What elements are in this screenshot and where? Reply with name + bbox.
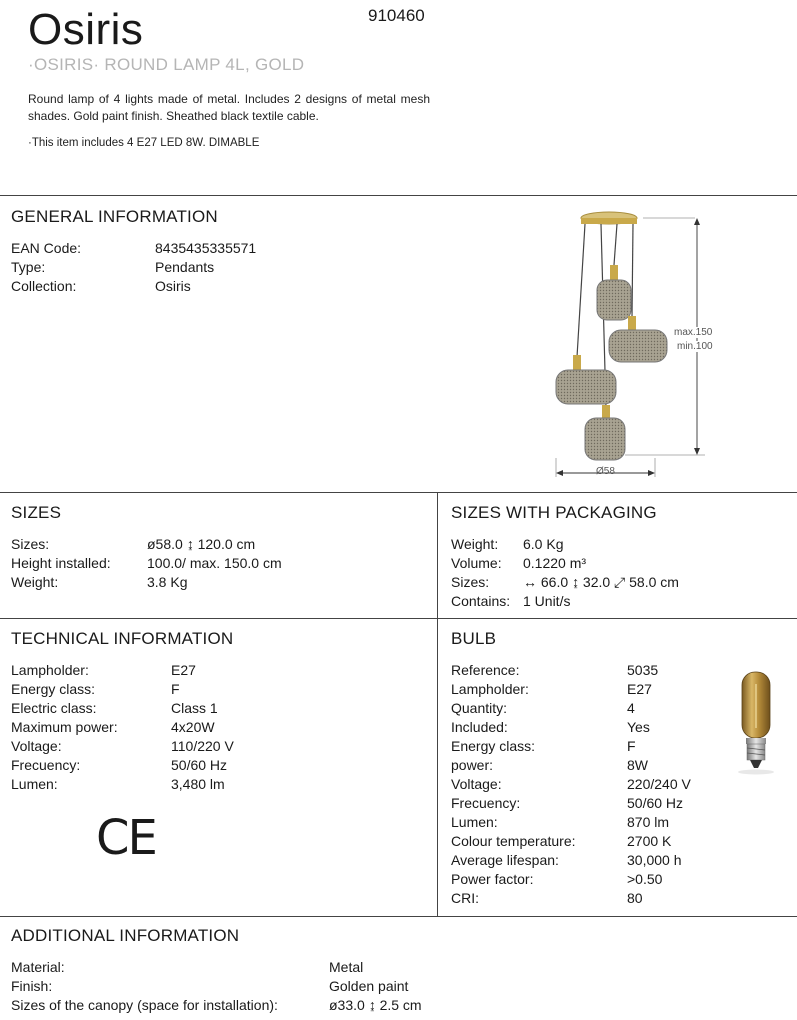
info-label: Lumen:	[11, 776, 58, 792]
info-row	[11, 775, 431, 794]
info-value: ↔ 66.0 ↨ 32.0 ⤢ 58.0 cm	[523, 574, 679, 590]
info-row	[11, 554, 431, 573]
packaging-list	[451, 535, 791, 611]
info-row	[451, 699, 711, 718]
info-row	[11, 573, 431, 592]
info-value: 220/240 V	[627, 776, 691, 792]
info-label: Lumen:	[451, 814, 498, 830]
info-label: Voltage:	[11, 738, 62, 754]
info-label: Average lifespan:	[451, 852, 559, 868]
product-subtitle: ·OSIRIS· ROUND LAMP 4L, GOLD	[28, 55, 305, 74]
info-value: 110/220 V	[171, 738, 234, 754]
info-row	[11, 958, 491, 977]
divider	[0, 916, 797, 917]
info-label: Lampholder:	[451, 681, 529, 697]
divider	[0, 195, 797, 196]
info-row	[451, 889, 711, 908]
pendant-shade	[556, 370, 616, 404]
info-value: 3,480 lm	[171, 776, 225, 792]
additional-list	[11, 958, 491, 1015]
info-row	[11, 699, 431, 718]
info-row	[451, 680, 711, 699]
info-label: CRI:	[451, 890, 479, 906]
dimension-diameter: Ø58	[596, 466, 615, 477]
dimension-height-min: min.100	[677, 341, 713, 352]
info-row	[11, 756, 431, 775]
info-row	[11, 239, 311, 258]
info-label: Type:	[11, 259, 46, 275]
info-row	[11, 718, 431, 737]
info-value: Class 1	[171, 700, 218, 716]
canopy-base	[581, 218, 637, 224]
product-title: Osiris	[28, 5, 144, 54]
info-label: Energy class:	[11, 681, 96, 697]
info-row	[451, 554, 791, 573]
info-label: Energy class:	[451, 738, 536, 754]
product-reference: 910460	[368, 6, 425, 25]
technical-section-title: TECHNICAL INFORMATION	[11, 629, 234, 648]
info-label: EAN Code:	[11, 240, 82, 256]
info-row	[451, 535, 791, 554]
info-value: ø33.0 ↨ 2.5 cm	[329, 997, 422, 1013]
info-value: 0.1220 m³	[523, 555, 587, 571]
info-value: F	[627, 738, 636, 754]
info-value: >0.50	[627, 871, 663, 887]
bulb-section-title: BULB	[451, 629, 497, 648]
info-value: 4x20W	[171, 719, 215, 735]
bulb-list	[451, 661, 711, 908]
info-label: Maximum power:	[11, 719, 118, 735]
info-row	[451, 737, 711, 756]
info-value: Osiris	[155, 278, 191, 294]
info-row	[451, 718, 711, 737]
info-label: Weight:	[11, 574, 59, 590]
info-label: Sizes:	[451, 574, 490, 590]
info-value: Metal	[329, 959, 364, 975]
info-label: Colour temperature:	[451, 833, 576, 849]
info-label: Finish:	[11, 978, 53, 994]
divider	[0, 492, 797, 493]
info-row	[451, 756, 711, 775]
info-row	[451, 851, 711, 870]
info-label: Electric class:	[11, 700, 97, 716]
info-row	[451, 813, 711, 832]
general-section-title: GENERAL INFORMATION	[11, 207, 218, 226]
pendant-shade	[597, 280, 631, 320]
info-label: Frecuency:	[11, 757, 81, 773]
sizes-list	[11, 535, 431, 592]
product-description: Round lamp of 4 lights made of metal. Includes 2 designs of metal mesh shades. Gold paint finish. Sheathed black textile cable.	[28, 92, 430, 123]
info-label: Volume:	[451, 555, 502, 571]
info-row	[11, 258, 311, 277]
info-value: 8W	[627, 757, 648, 773]
info-row	[11, 535, 431, 554]
info-label: power:	[451, 757, 494, 773]
info-label: Sizes:	[11, 536, 50, 552]
info-value: 870 lm	[627, 814, 670, 830]
info-value: 5035	[627, 662, 659, 678]
info-value: E27	[627, 681, 652, 697]
divider	[0, 618, 797, 619]
info-label: Reference:	[451, 662, 520, 678]
info-row	[451, 592, 791, 611]
info-row	[451, 832, 711, 851]
pendant-shade	[609, 330, 667, 362]
info-label: Power factor:	[451, 871, 534, 887]
additional-section-title: ADDITIONAL INFORMATION	[11, 926, 240, 945]
info-row	[11, 277, 311, 296]
info-value: Yes	[627, 719, 650, 735]
product-note: ·This item includes 4 E27 LED 8W. DIMABLE	[28, 137, 260, 149]
info-value: F	[171, 681, 180, 697]
info-value: 30,000 h	[627, 852, 682, 868]
dimension-height-max: max.150	[674, 327, 713, 338]
info-value: 2700 K	[627, 833, 672, 849]
info-row	[11, 996, 491, 1015]
info-label: Material:	[11, 959, 65, 975]
info-row	[451, 794, 711, 813]
info-value: 3.8 Kg	[147, 574, 188, 590]
info-row	[11, 737, 431, 756]
pendant-shade	[585, 418, 625, 460]
info-value: 6.0 Kg	[523, 536, 564, 552]
info-row	[451, 870, 711, 889]
info-label: Weight:	[451, 536, 499, 552]
info-label: Sizes of the canopy (space for installation):	[11, 997, 278, 1013]
info-value: Golden paint	[329, 978, 409, 994]
info-value: 80	[627, 890, 643, 906]
info-row	[11, 661, 431, 680]
info-label: Quantity:	[451, 700, 508, 716]
info-label: Height installed:	[11, 555, 111, 571]
info-row	[451, 573, 791, 592]
info-row	[451, 775, 711, 794]
info-value: 50/60 Hz	[627, 795, 684, 811]
info-row	[11, 977, 491, 996]
general-info-list	[11, 239, 311, 296]
info-value: E27	[171, 662, 196, 678]
bulb-image	[728, 668, 784, 780]
packaging-section-title: SIZES WITH PACKAGING	[451, 503, 657, 522]
info-label: Voltage:	[451, 776, 502, 792]
info-value: 1 Unit/s	[523, 593, 571, 609]
info-value: 8435435335571	[155, 240, 257, 256]
info-label: Included:	[451, 719, 508, 735]
info-value: 100.0/ max. 150.0 cm	[147, 555, 282, 571]
info-label: Contains:	[451, 593, 511, 609]
ce-mark: CE	[96, 810, 156, 866]
sizes-section-title: SIZES	[11, 503, 62, 522]
info-label: Collection:	[11, 278, 77, 294]
technical-list	[11, 661, 431, 794]
info-value: 4	[627, 700, 635, 716]
info-row	[11, 680, 431, 699]
info-row	[451, 661, 711, 680]
column-divider	[437, 492, 438, 917]
info-value: 50/60 Hz	[171, 757, 228, 773]
info-value: Pendants	[155, 259, 215, 275]
info-label: Frecuency:	[451, 795, 521, 811]
info-label: Lampholder:	[11, 662, 89, 678]
info-value: ø58.0 ↨ 120.0 cm	[147, 536, 256, 552]
